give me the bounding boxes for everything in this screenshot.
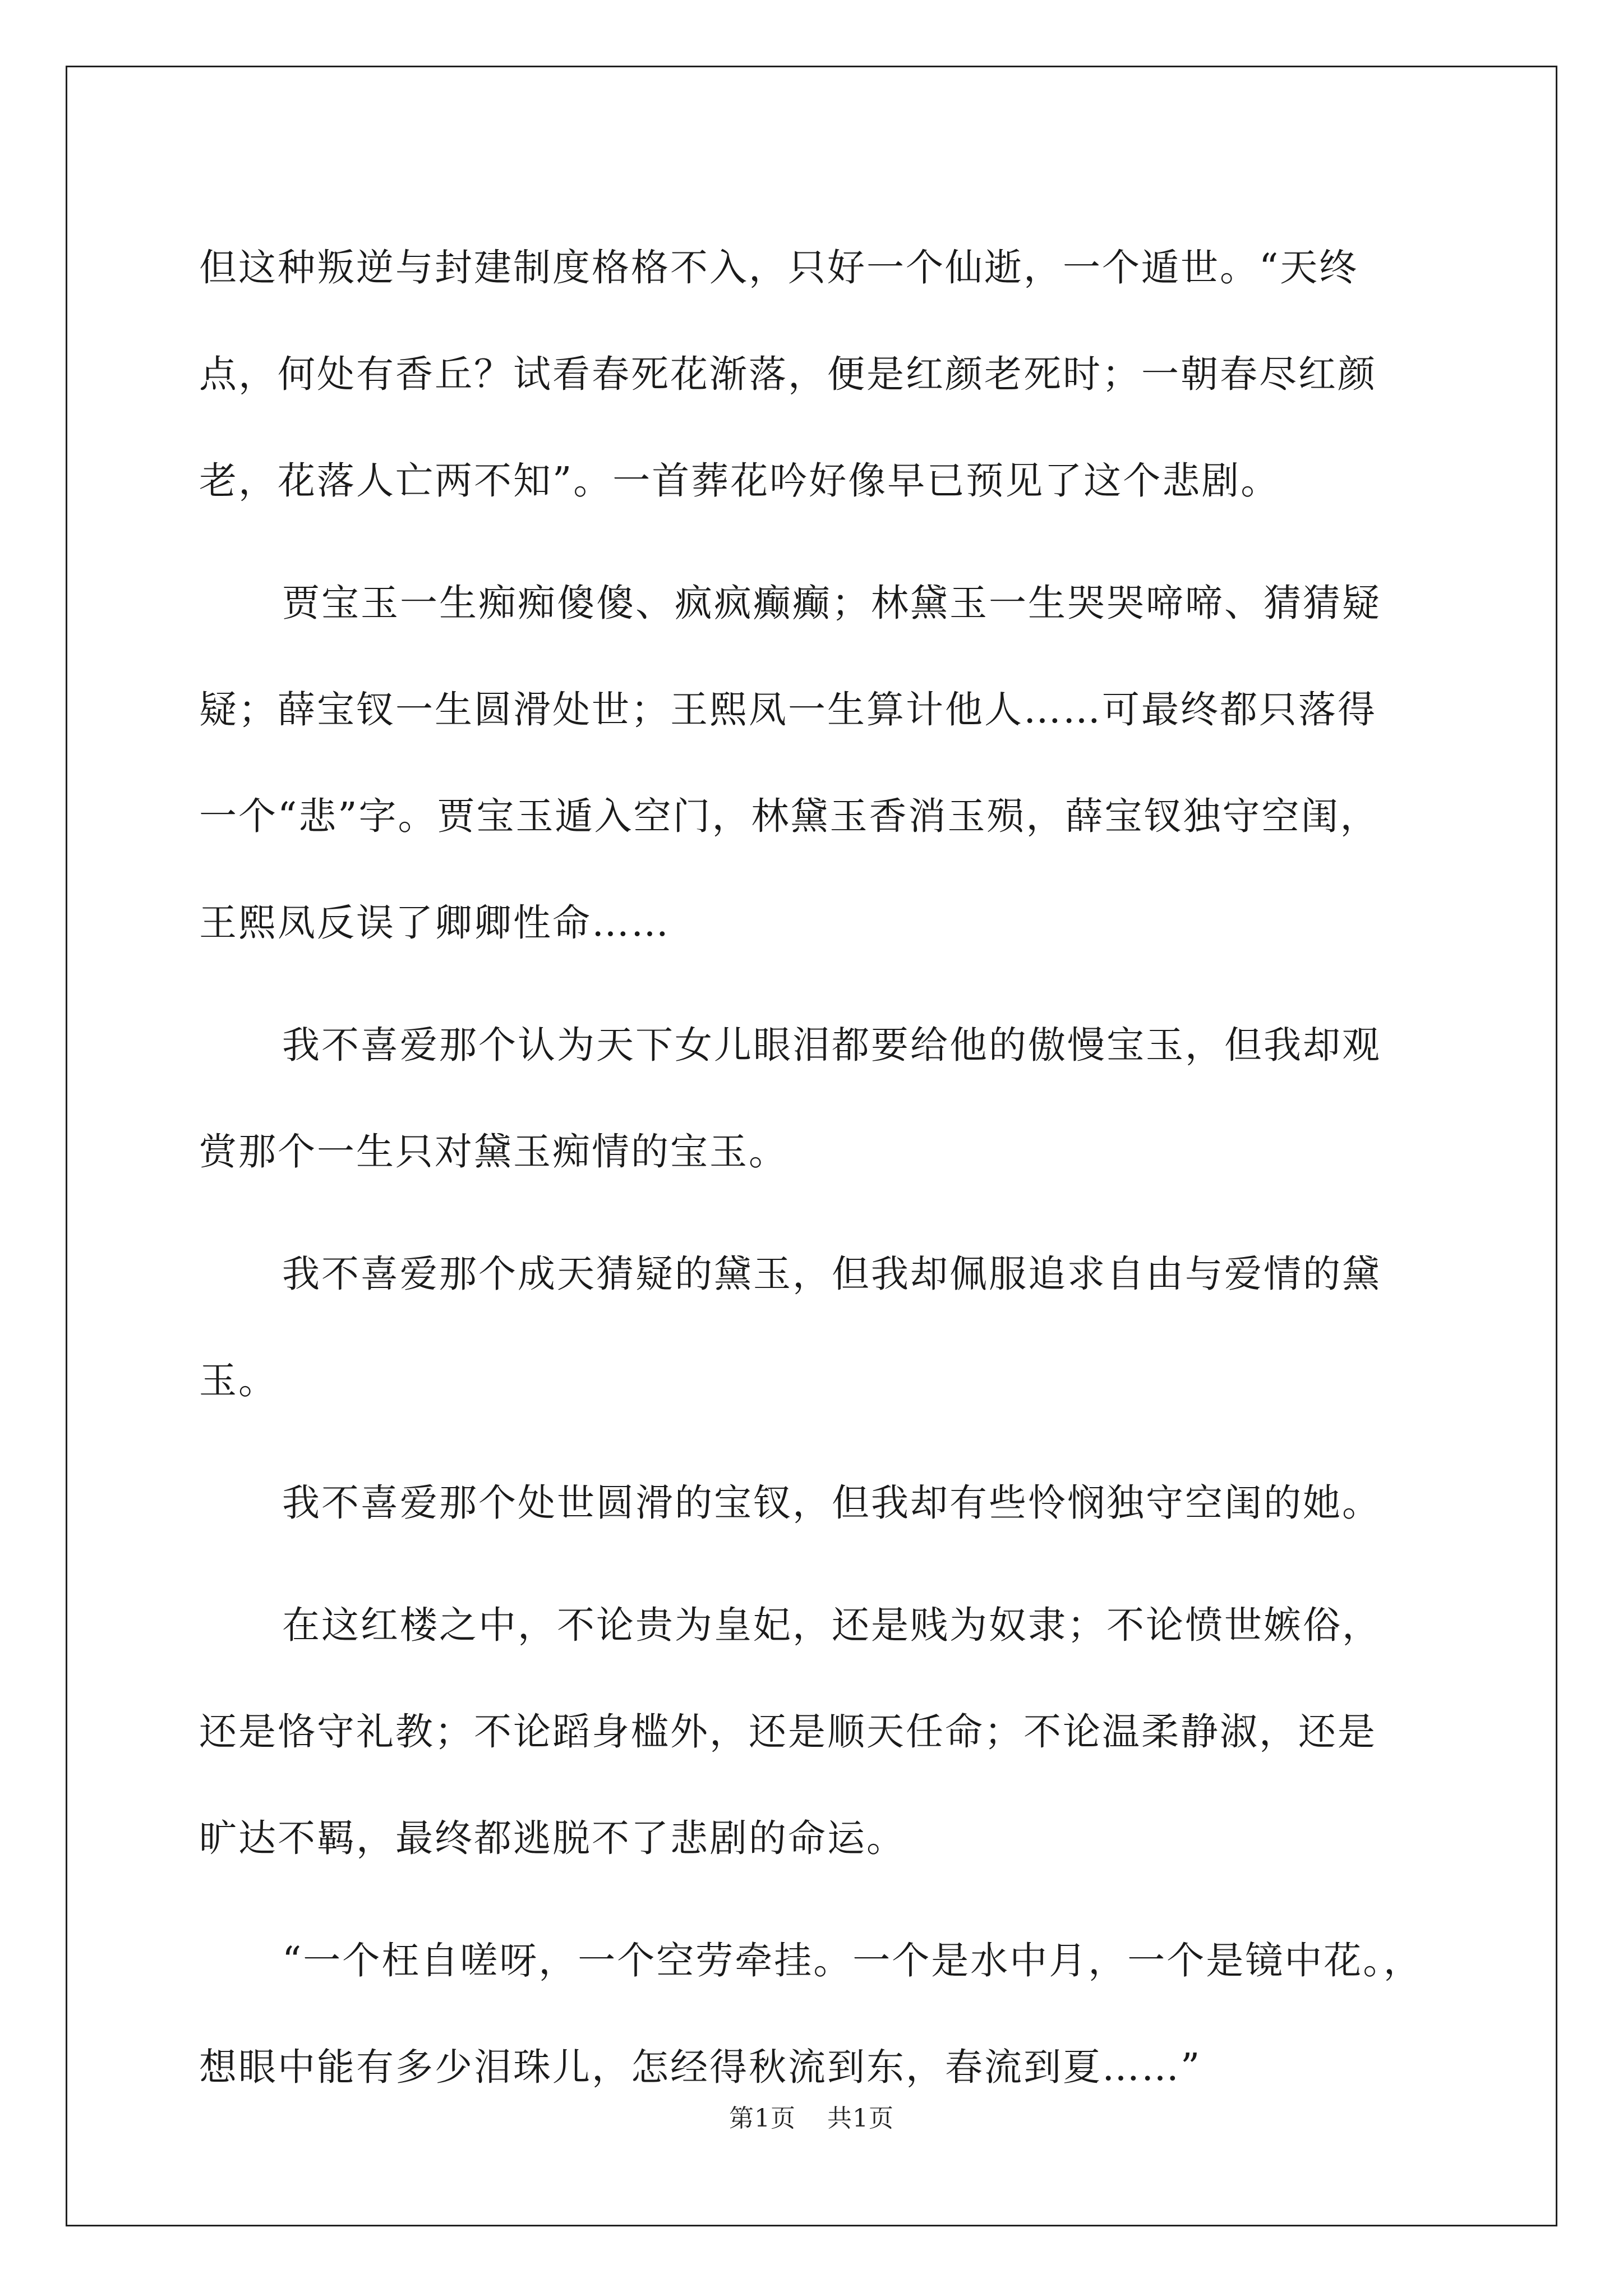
paragraph bbox=[199, 992, 1438, 1205]
page-footer bbox=[0, 2098, 1623, 2134]
paragraph bbox=[199, 1450, 1438, 1556]
paragraph bbox=[199, 1572, 1438, 1892]
text-line: 但这种叛逆与封建制度格格不入，只好一个仙逝，一个遁世。“天终 bbox=[199, 246, 1359, 289]
text-line: 贾宝玉一生痴痴傻傻、疯疯癫癫；林黛玉一生哭哭啼啼、猜猜疑 bbox=[282, 581, 1381, 625]
document-body bbox=[199, 214, 1438, 2136]
text-line: 玉。 bbox=[199, 1359, 278, 1402]
text-line: 一个“悲”字。贾宝玉遁入空门，林黛玉香消玉殒，薛宝钗独守空闺， bbox=[199, 794, 1380, 838]
text-line: 想眼中能有多少泪珠儿，怎经得秋流到东，春流到夏……” bbox=[199, 2045, 1202, 2089]
paragraph bbox=[199, 1221, 1438, 1434]
text-line: 疑；薛宝钗一生圆滑处世；王熙凤一生算计他人……可最终都只落得 bbox=[199, 688, 1377, 731]
text-line: 还是恪守礼教；不论蹈身槛外，还是顺天任命；不论温柔静淑，还是 bbox=[199, 1710, 1377, 1754]
text-line: 老，花落人亡两不知”。一首葬花吟好像早已预见了这个悲剧。 bbox=[199, 459, 1280, 503]
page-number-current: 第1页 bbox=[729, 2104, 796, 2133]
text-line: 我不喜爱那个处世圆滑的宝钗，但我却有些怜悯独守空闺的她。 bbox=[282, 1481, 1381, 1525]
text-line: 旷达不羁，最终都逃脱不了悲剧的命运。 bbox=[199, 1816, 906, 1860]
page-number-total: 共1页 bbox=[827, 2104, 894, 2133]
text-line: 点，何处有香丘？试看春死花渐落，便是红颜老死时；一朝春尽红颜 bbox=[199, 352, 1377, 396]
paragraph bbox=[199, 550, 1438, 976]
text-line: 王熙凤反误了卿卿性命…… bbox=[199, 901, 670, 945]
text-line: 赏那个一生只对黛玉痴情的宝玉。 bbox=[199, 1130, 788, 1174]
text-line: “一个枉自嗟呀，一个空劳牵挂。一个是水中月，一个是镜中花。， bbox=[282, 1939, 1423, 1982]
paragraph bbox=[199, 1907, 1438, 2120]
text-line: 我不喜爱那个成天猜疑的黛玉，但我却佩服追求自由与爱情的黛 bbox=[282, 1252, 1381, 1296]
paragraph bbox=[199, 214, 1438, 534]
text-line: 在这红楼之中，不论贵为皇妃，还是贱为奴隶；不论愤世嫉俗， bbox=[282, 1603, 1381, 1647]
text-line: 我不喜爱那个认为天下女儿眼泪都要给他的傲慢宝玉，但我却观 bbox=[282, 1023, 1381, 1067]
